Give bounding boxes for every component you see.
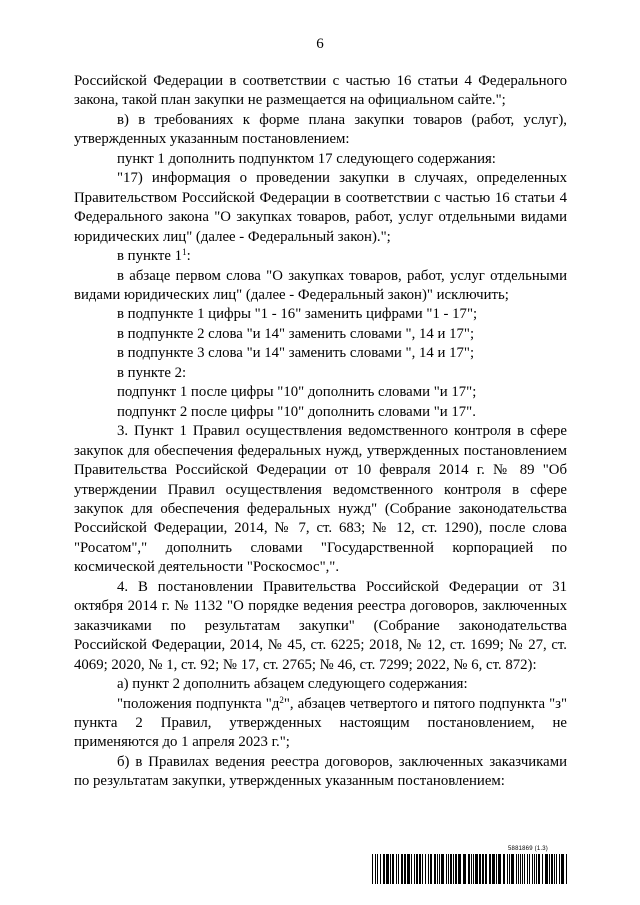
- barcode-bar: [503, 854, 505, 884]
- barcode-bar: [401, 854, 403, 884]
- barcode-bar: [428, 854, 429, 884]
- barcode-bar: [475, 854, 478, 884]
- paragraph: [74, 578, 567, 675]
- barcode-bar: [542, 854, 543, 884]
- paragraph-text: Российской Федерации в соответствии с частью 16 статьи 4 Федерального закона, такой план закупки не размещается на официальном сайте.";: [74, 73, 567, 109]
- paragraph-tail: ", абзацев четвертого и пятого подпункта "з" пункта 2 Правил, утвержденных настоящим постановлением, не применяются до 1 апреля 2023 г.";: [74, 695, 567, 751]
- paragraph-text: в пункте 1: [117, 248, 183, 265]
- barcode-bar: [372, 854, 373, 884]
- barcode-bar: [407, 854, 410, 884]
- barcode-bar: [524, 854, 525, 884]
- barcode-bar: [468, 854, 470, 884]
- paragraph-text: "17) информация о проведении закупки в случаях, определенных Правительством Российской Федерации в соответствии с частью 16 статьи 4 Федерального закона "О закупках товаров, работ, услуг отдельными видами юридических лиц" (далее - Федеральный закон).";: [74, 170, 567, 245]
- barcode-bar: [551, 854, 553, 884]
- paragraph-text: в подпункте 3 слова "и 14" заменить словами ", 14 и 17";: [117, 345, 475, 362]
- barcode-bar: [411, 854, 412, 884]
- barcode-bar: [473, 854, 474, 884]
- paragraph: [74, 72, 567, 111]
- superscript: 1: [182, 247, 187, 258]
- barcode-bar: [434, 854, 436, 884]
- document-body: [74, 72, 567, 792]
- barcode-bar: [450, 854, 452, 884]
- barcode-bar: [529, 854, 530, 884]
- paragraph: [74, 247, 567, 266]
- barcode-bar: [404, 854, 406, 884]
- paragraph-text: "положения подпункта "д: [117, 695, 280, 712]
- barcode-bar: [383, 854, 385, 884]
- barcode-bar: [534, 854, 535, 884]
- paragraph: [74, 695, 567, 753]
- barcode-bar: [453, 854, 454, 884]
- barcode-bar: [520, 854, 521, 884]
- barcode-bar: [482, 854, 484, 884]
- barcode-bar: [496, 854, 497, 884]
- paragraph: [74, 753, 567, 792]
- paragraph-text: пункт 1 дополнить подпунктом 17 следующего содержания:: [117, 150, 496, 167]
- barcode-bar: [392, 854, 394, 884]
- barcode-bar: [522, 854, 523, 884]
- barcode-bar: [398, 854, 399, 884]
- paragraph-text: в абзаце первом слова "О закупках товаров, работ, услуг отдельными видами юридических лиц" (далее - Федеральный закон)" исключить;: [74, 267, 567, 303]
- paragraph-text: а) пункт 2 дополнить абзацем следующего содержания:: [117, 676, 468, 693]
- barcode-bar: [471, 854, 472, 884]
- paragraph: [74, 305, 567, 324]
- paragraph: [74, 267, 567, 306]
- barcode-image: [372, 854, 569, 884]
- paragraph-tail: :: [186, 248, 191, 265]
- barcode-bar: [561, 854, 564, 884]
- page-number: 6: [316, 36, 324, 52]
- barcode-label: 5881869 (1.3): [508, 846, 548, 852]
- barcode-bar: [419, 854, 421, 884]
- barcode-bar: [511, 854, 514, 884]
- barcode-bar: [377, 854, 378, 884]
- barcode-bar: [545, 854, 548, 884]
- barcode-bar: [536, 854, 537, 884]
- paragraph: [74, 325, 567, 344]
- barcode-bar: [518, 854, 519, 884]
- barcode-bar: [492, 854, 495, 884]
- barcode-bar: [507, 854, 508, 884]
- barcode-bar: [532, 854, 533, 884]
- barcode-bar: [425, 854, 426, 884]
- paragraph-text: 4. В постановлении Правительства Российской Федерации от 31 октября 2014 г. № 1132 "О порядке ведения реестра договоров, заключенных заказчиками по результатам закупки" (Собрание законодательства Российской Федерации, 2014, № 45, ст. 6225; 2018, № 12, ст. 1699; № 27, ст. 4069; 2020, № 1, ст. 92; № 17, ст. 2765; № 46, ст. 7299; 2022, № 6, ст. 872):: [74, 578, 567, 673]
- barcode-bar: [463, 854, 466, 884]
- paragraph-text: подпункт 1 после цифры "10" дополнить словами "и 17";: [117, 384, 477, 401]
- barcode-bar: [566, 854, 567, 884]
- paragraph-text: в подпункте 2 слова "и 14" заменить словами ", 14 и 17";: [117, 325, 475, 342]
- barcode-bar: [396, 854, 397, 884]
- barcode-bar: [498, 854, 501, 884]
- paragraph-text: б) в Правилах ведения реестра договоров, заключенных заказчиками по результатам закупки, утвержденных указанным постановлением:: [74, 753, 567, 790]
- barcode-bar: [422, 854, 423, 884]
- paragraph: [74, 403, 567, 422]
- barcode-bar: [439, 854, 440, 884]
- paragraph: [74, 422, 567, 578]
- barcode-bar: [441, 854, 444, 884]
- barcode-bar: [416, 854, 418, 884]
- barcode-bar: [554, 854, 555, 884]
- barcode-bar: [549, 854, 550, 884]
- barcode-bar: [556, 854, 557, 884]
- barcode-bar: [430, 854, 432, 884]
- barcode-bar: [538, 854, 540, 884]
- paragraph: [74, 111, 567, 150]
- paragraph-text: подпункт 2 после цифры "10" дополнить словами "и 17".: [117, 403, 476, 420]
- barcode-bar: [479, 854, 481, 884]
- barcode-bar: [414, 854, 415, 884]
- paragraph: [74, 169, 567, 247]
- barcode-bar: [380, 854, 381, 884]
- barcode-bar: [386, 854, 389, 884]
- barcode-bar: [448, 854, 449, 884]
- paragraph-text: в подпункте 1 цифры "1 - 16" заменить цифрами "1 - 17";: [117, 306, 478, 323]
- paragraph: [74, 150, 567, 169]
- barcode-bar: [516, 854, 517, 884]
- barcode-bar: [446, 854, 447, 884]
- superscript: 2: [279, 694, 284, 705]
- barcode-bar: [527, 854, 528, 884]
- barcode-bar: [509, 854, 510, 884]
- barcode-bar: [485, 854, 487, 884]
- barcode-bar: [458, 854, 461, 884]
- paragraph: [74, 344, 567, 363]
- paragraph: [74, 383, 567, 402]
- paragraph-text: в пункте 2:: [117, 364, 187, 381]
- paragraph: [74, 364, 567, 383]
- paragraph: [74, 675, 567, 694]
- barcode-bar: [390, 854, 391, 884]
- paragraph-text: в) в требованиях к форме плана закупки товаров (работ, услуг), утвержденных указанным постановлением:: [74, 111, 567, 148]
- barcode-bar: [559, 854, 560, 884]
- barcode-bar: [375, 854, 376, 884]
- paragraph-text: 3. Пункт 1 Правил осуществления ведомственного контроля в сфере закупок для обеспечения федеральных нужд, утвержденных постановлением Правительства Российской Федерации от 10 февраля 2014 г. № 89 "Об утверждении Правил осуществления ведомственного контроля в сфере закупок для обеспечения федеральных нужд" (Собрание законодательства Российской Федерации, 2014, № 7, ст. 683; № 12, ст. 1290), после слова "Росатом"," дополнить словами "Государственной корпорацией по космической деятельности "Роскосмос",".: [74, 423, 567, 576]
- barcode-bar: [437, 854, 438, 884]
- barcode-bar: [489, 854, 491, 884]
- barcode-bar: [455, 854, 457, 884]
